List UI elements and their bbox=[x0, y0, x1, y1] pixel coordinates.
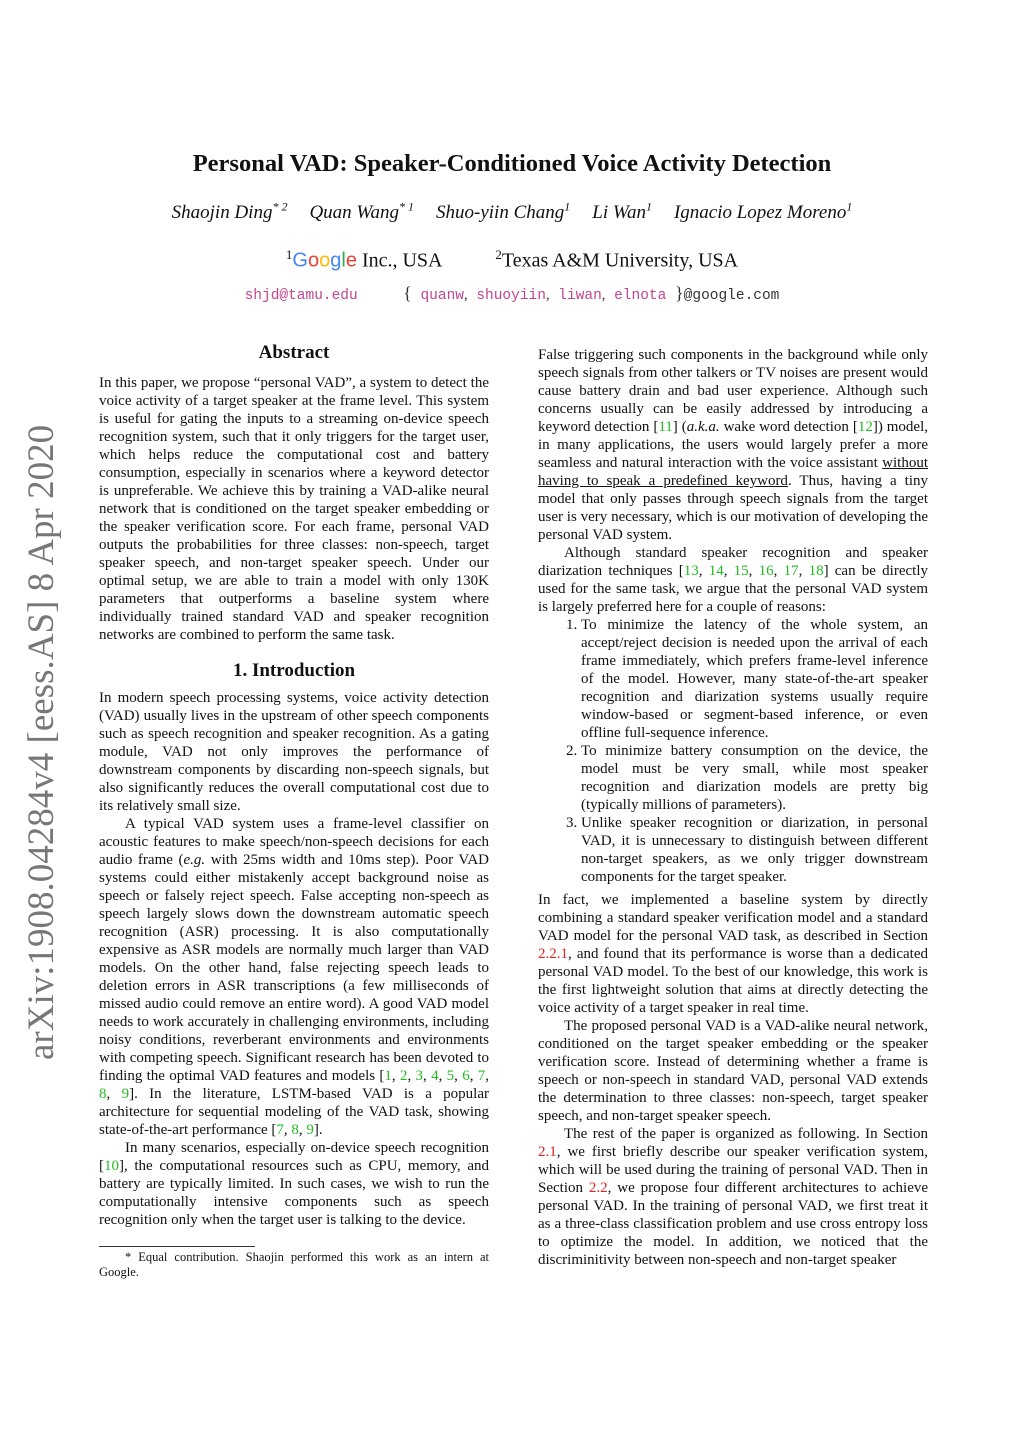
paragraph bbox=[538, 1125, 928, 1269]
paragraph bbox=[538, 891, 928, 1017]
paragraph bbox=[99, 1139, 489, 1229]
citation-link[interactable]: 10 bbox=[104, 1158, 119, 1174]
affil-1: Inc., USA bbox=[356, 249, 442, 272]
author bbox=[592, 202, 652, 223]
abstract-text: In this paper, we propose “personal VAD”, a system to detect the voice activity of a target speaker at the frame level. This system is useful for gating the inputs to a streaming on-device speech recognition system, such that it only triggers for the target user, which helps reduce the computational cost and battery consumption, especially in scenarios where a keyword detector is unpreferable. We achieve this by training a VAD-alike neural network that is conditioned on the target speaker embedding or the speaker verification score. For each frame, personal VAD outputs the probabilities for three classes: non-speech, target speaker speech, and non-target speaker speech. Under our optimal setup, we are able to train a model with only 130K parameters that outperforms a baseline system where individually trained standard VAD and speaker recognition networks are combined to perform the same task. bbox=[99, 375, 489, 643]
comma: , bbox=[463, 287, 468, 303]
introduction-heading: 1. Introduction bbox=[232, 660, 356, 681]
comma: , bbox=[601, 287, 606, 303]
text-span: , bbox=[407, 1068, 416, 1084]
text-span: Although standard speaker recognition and speaker diarization techniques [ bbox=[538, 545, 928, 579]
text-span: ] can be directly used for the same task, we argue that the personal VAD system is largely preferred here for a couple of reasons: bbox=[538, 563, 928, 615]
reasons-list bbox=[538, 616, 928, 886]
text-span: . Thus, having a tiny model that only passes through speech signals from the target user is very necessary, which is our motivation of developing the personal VAD system. bbox=[538, 473, 928, 543]
text-span: , bbox=[798, 563, 809, 579]
text-span: A typical VAD system uses a frame-level classifier on acoustic features to make speech/non-speech decisions for each audio frame ( bbox=[99, 816, 489, 868]
text-span: The proposed personal VAD is a VAD-alike neural network, conditioned on the target speaker embedding or the speaker verification score. Instead of determining whether a frame is speech or non-speech in standard VAD, personal VAD extends the determination to three classes: non-speech, target speaker speech, and non-target speaker speech. bbox=[538, 1018, 928, 1124]
citation-link[interactable]: 8 bbox=[99, 1086, 107, 1102]
author-affil-sup: 1 bbox=[645, 200, 652, 214]
affil-2: Texas A&M University, USA bbox=[501, 249, 739, 272]
citation-link[interactable]: 14 bbox=[708, 563, 724, 579]
author-affil-sup: * 1 bbox=[399, 200, 415, 214]
text-span: , bbox=[298, 1122, 307, 1138]
affil-sup-2: 2 bbox=[495, 247, 502, 262]
text-span: In modern speech processing systems, voice activity detection (VAD) usually lives in the upstream of other speech components such as speech recognition and speaker recognition. As a gating module, VAD not only improves the performance of downstream components by discarding non-speech signals, but also significantly reduces the overall computational cost due to its relatively small size. bbox=[99, 690, 489, 814]
list-item: 1. To minimize the latency of the whole system, an accept/reject decision is needed upon the arrival of each frame immediately, which prefers frame-level inference of the model. However, many state-of-the-art speaker recognition and diarization systems usually require window-based or segment-based inference, or even offline full-sequence inference. bbox=[581, 616, 928, 742]
citation-link[interactable]: 7 bbox=[477, 1068, 486, 1084]
footnote: * Equal contribution. Shaojin performed this work as an intern at Google. bbox=[99, 1250, 489, 1279]
text-span: , bbox=[391, 1068, 400, 1084]
author-name: Shuo-yiin Chang bbox=[436, 202, 565, 224]
text-span: The rest of the paper is organized as following. In Section bbox=[564, 1126, 928, 1142]
text-span: , bbox=[698, 563, 709, 579]
citation-link[interactable]: 6 bbox=[462, 1068, 470, 1084]
citation-link[interactable]: 16 bbox=[758, 563, 774, 579]
citation-link[interactable]: 1 bbox=[384, 1068, 392, 1084]
text-span: ], the computational resources such as CPU, memory, and battery are typically limited. In such cases, we wish to run the computationally intensive components such as speech recognition only when the target user is talking to the device. bbox=[99, 1158, 489, 1228]
text-span: False triggering such components in the background while only speech signals from other talkers or TV noises are present would cause battery drain and bad user experience. Although such concerns usually can be easily addressed by introducing a keyword detection [ bbox=[538, 347, 928, 435]
comma: , bbox=[545, 287, 550, 303]
text-span: , bbox=[106, 1086, 122, 1102]
email-user-3[interactable]: liwan bbox=[558, 288, 602, 304]
citation-link[interactable]: 11 bbox=[658, 419, 673, 435]
paragraph bbox=[99, 689, 489, 815]
text-span: , bbox=[773, 563, 784, 579]
introduction-body bbox=[99, 689, 489, 1229]
list-item: 2. To minimize battery consumption on the device, the model must be very small, while most speaker recognition and diarization models are pretty big (typically millions of parameters). bbox=[581, 742, 928, 814]
author-affil-sup: 1 bbox=[846, 200, 853, 214]
text-span: In many scenarios, especially on-device speech recognition [ bbox=[99, 1140, 489, 1174]
affiliations bbox=[0, 247, 1024, 273]
author-affil-sup: 1 bbox=[564, 200, 571, 214]
text-span: , bbox=[283, 1122, 292, 1138]
text-span: , bbox=[454, 1068, 463, 1084]
brace-open: { bbox=[403, 283, 412, 303]
section-link[interactable]: 2.1 bbox=[538, 1144, 557, 1160]
author-affil-sup: * 2 bbox=[272, 200, 288, 214]
text-span: ]) model, in many applications, the users would largely prefer a more seamless and natural interaction with the voice assistant bbox=[538, 419, 928, 471]
paragraph bbox=[538, 1017, 928, 1125]
citation-link[interactable]: 7 bbox=[276, 1122, 284, 1138]
text-span: , we first briefly describe our speaker verification system, which will be used during the training of personal VAD. Then in Section bbox=[538, 1144, 928, 1196]
right-column bbox=[538, 346, 928, 1269]
author-name: Ignacio Lopez Moreno bbox=[673, 202, 847, 224]
citation-link[interactable]: 3 bbox=[415, 1068, 424, 1084]
author-name: Quan Wang bbox=[309, 202, 400, 224]
email-1[interactable]: shjd@tamu.edu bbox=[244, 288, 358, 304]
citation-link[interactable]: 12 bbox=[857, 419, 873, 435]
text-span: , and found that its performance is worse than a dedicated personal VAD model. To the best of our knowledge, this work is the first lightweight solution that aims at directly detecting the voice activity of a target speaker in real time. bbox=[538, 946, 928, 1016]
left-column bbox=[99, 342, 489, 1280]
arxiv-identifier[interactable]: arXiv:1908.04284v4 [eess.AS] 8 Apr 2020 bbox=[21, 424, 62, 1060]
author bbox=[674, 202, 852, 223]
paragraph bbox=[538, 346, 928, 544]
citation-link[interactable]: 8 bbox=[291, 1122, 299, 1138]
paper-title: Personal VAD: Speaker-Conditioned Voice Activity Detection bbox=[192, 150, 832, 177]
author bbox=[436, 202, 570, 223]
author-name: Shaojin Ding bbox=[171, 202, 273, 224]
affil-sup-1: 1 bbox=[285, 247, 293, 262]
text-span: ]. In the literature, LSTM-based VAD is a popular architecture for sequential modeling of the VAD task, showing state-of-the-art performance [ bbox=[99, 1086, 489, 1138]
text-span: ] ( bbox=[672, 419, 687, 435]
text-span: , bbox=[438, 1068, 447, 1084]
citation-link[interactable]: 4 bbox=[431, 1068, 439, 1084]
section-link[interactable]: 2.2 bbox=[588, 1180, 608, 1196]
text-span: , bbox=[723, 563, 734, 579]
text-span: In fact, we implemented a baseline system by directly combining a standard speaker verification model and a standard VAD model for the personal VAD task, as described in Section bbox=[538, 892, 928, 944]
email-user-4[interactable]: elnota bbox=[614, 288, 667, 304]
author-list bbox=[0, 200, 1024, 224]
email-user-1[interactable]: quanw bbox=[420, 288, 464, 304]
text-span: , bbox=[748, 563, 759, 579]
right-body-bottom bbox=[538, 891, 928, 1269]
text-span: ]. bbox=[313, 1122, 323, 1138]
author-name: Li Wan bbox=[592, 202, 646, 224]
citation-link[interactable]: 13 bbox=[683, 563, 699, 579]
text-span: with 25ms width and 10ms step). Poor VAD systems could either mistakenly accept background noise as speech or falsely reject speech. False accepting non-speech as speech largely slows down the downstream automatic speech recognition (ASR) processing. It is also computationally expensive as ASR models are normally much larger than VAD models. On the other hand, false rejecting speech leads to deletion errors in ASR transcriptions (a few milliseconds of missed audio could remove an entire word). A good VAD model needs to work accurately in challenging environments, including noisy conditions, reverberant environments and environments with competing speech. Significant research has been devoted to finding the optimal VAD features and models [ bbox=[99, 852, 489, 1084]
text-span: , bbox=[485, 1068, 490, 1084]
text-span: e.g. bbox=[183, 852, 206, 868]
emails bbox=[0, 283, 1024, 304]
citation-link[interactable]: 18 bbox=[808, 563, 824, 579]
footnote-rule bbox=[99, 1246, 255, 1247]
list-item: 3. Unlike speaker recognition or diarization, in personal VAD, it is unnecessary to distinguish between different non-target speakers, as we only trigger downstream components for the target speaker. bbox=[581, 814, 928, 886]
text-span: without having to speak a predefined keyword bbox=[538, 455, 928, 489]
email-domain: @google.com bbox=[683, 288, 780, 304]
text-span: , we propose four different architectures to achieve personal VAD. In the training of personal VAD, we first treat it as a three-class classification problem and use cross entropy loss to optimize the model. In addition, we noticed that the discriminitivity between non-speech and non-target speaker bbox=[538, 1180, 929, 1268]
abstract-heading: Abstract bbox=[258, 342, 330, 363]
citation-link[interactable]: 2 bbox=[399, 1068, 408, 1084]
text-span: , bbox=[423, 1068, 432, 1084]
section-link[interactable]: 2.2.1 bbox=[538, 946, 568, 962]
email-user-2[interactable]: shuoyiin bbox=[476, 288, 546, 304]
text-span: wake word detection [ bbox=[719, 419, 858, 435]
author bbox=[309, 202, 414, 223]
brace-close: } bbox=[675, 283, 684, 303]
paragraph bbox=[99, 815, 489, 1139]
text-span: a.k.a. bbox=[686, 419, 720, 435]
citation-link[interactable]: 15 bbox=[733, 563, 749, 579]
google-logo: Google bbox=[292, 249, 357, 272]
right-body-top bbox=[538, 346, 928, 616]
citation-link[interactable]: 17 bbox=[783, 563, 799, 579]
paragraph bbox=[538, 544, 928, 616]
citation-link[interactable]: 5 bbox=[446, 1068, 455, 1084]
citation-link[interactable]: 9 bbox=[121, 1086, 130, 1102]
author bbox=[172, 202, 288, 223]
text-span: , bbox=[469, 1068, 478, 1084]
citation-link[interactable]: 9 bbox=[306, 1122, 314, 1138]
